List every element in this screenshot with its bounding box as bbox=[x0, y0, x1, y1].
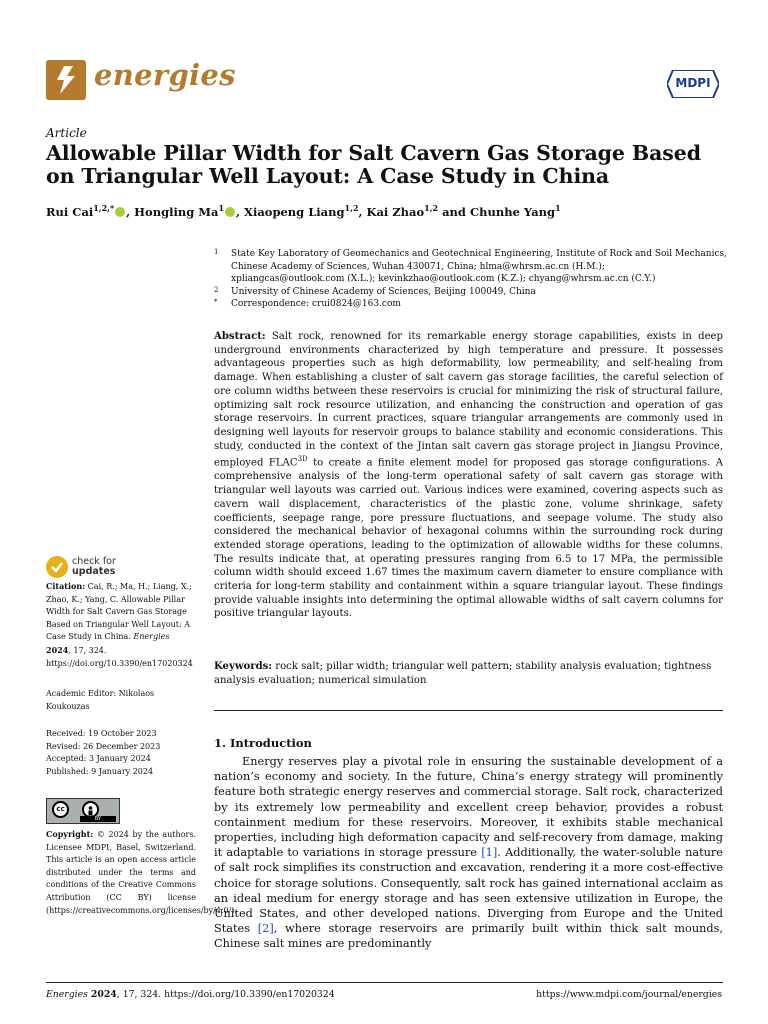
affiliation-line: State Key Laboratory of Geomechanics and Geotechnical Engineering, Institute of Rock and Soil Mechanics, bbox=[231, 249, 727, 259]
date-label: Published: bbox=[46, 766, 89, 776]
keywords-label: Keywords: bbox=[214, 661, 273, 672]
author-affiliation-mark: 1,2,* bbox=[93, 203, 115, 213]
lightning-icon bbox=[55, 66, 77, 94]
journal-logo bbox=[46, 60, 86, 100]
date-label: Revised: bbox=[46, 741, 81, 751]
author-separator: , bbox=[358, 204, 367, 219]
author-separator: and bbox=[438, 204, 470, 219]
date-row bbox=[46, 741, 196, 754]
footer-year: 2024 bbox=[90, 989, 117, 1000]
copyright-text: © 2024 by the authors. Licensee MDPI, Basel, Switzerland. This article is an open access article distributed under the terms and conditions of the Creative Commons Attribution (CC BY) license (https://creativecommons.org/licenses/by/4.0/). bbox=[46, 830, 237, 915]
author-name[interactable]: Hongling Ma bbox=[134, 204, 219, 219]
copyright-block bbox=[46, 828, 237, 917]
author-list bbox=[46, 203, 726, 219]
author-affiliation-mark: 1,2 bbox=[344, 203, 359, 213]
affiliations bbox=[214, 248, 734, 311]
citation-journal: Energies bbox=[133, 632, 170, 642]
keywords bbox=[214, 660, 723, 687]
abstract-label: Abstract: bbox=[214, 331, 266, 342]
author-name[interactable]: Kai Zhao bbox=[366, 204, 425, 219]
orcid-icon[interactable] bbox=[225, 207, 235, 217]
check-updates-line1[interactable]: check for bbox=[72, 556, 116, 567]
footer-journal: Energies bbox=[46, 989, 88, 1000]
checkmark-icon bbox=[46, 556, 68, 578]
introduction-paragraph bbox=[214, 754, 723, 952]
affiliation-item bbox=[214, 298, 734, 311]
check-updates-line2[interactable]: updates bbox=[72, 566, 116, 577]
footer-doi[interactable]: , 17, 324. https://doi.org/10.3390/en17020324 bbox=[116, 989, 335, 1000]
article-title: Allowable Pillar Width for Salt Cavern Gas Storage Based on Triangular Well Layout: A Case Study in China bbox=[46, 141, 701, 188]
publisher-logo bbox=[667, 70, 719, 98]
copyright-label: Copyright: bbox=[46, 829, 94, 839]
author-name[interactable]: Rui Cai bbox=[46, 204, 94, 219]
date-value: 9 January 2024 bbox=[91, 766, 154, 776]
affiliation-line: Chinese Academy of Sciences, Wuhan 430071, China; hlma@whrsm.ac.cn (H.M.); bbox=[231, 261, 605, 272]
academic-editor-name: Nikolaos Koukouzas bbox=[46, 689, 155, 711]
section-divider bbox=[214, 710, 723, 711]
article-type: Article bbox=[46, 126, 87, 140]
citation-text: Cai, R.; Ma, H.; Liang, X.; Zhao, K.; Yang, C. Allowable Pillar Width for Salt Cavern Gas Storage Based on Triangular Well Layout: A Case Study in China. bbox=[46, 582, 192, 642]
affiliation-line: University of Chinese Academy of Sciences, Beijing 100049, China bbox=[231, 286, 536, 297]
check-updates-icon[interactable] bbox=[46, 556, 68, 578]
author-name[interactable]: Chunhe Yang bbox=[469, 204, 556, 219]
section-heading-introduction: 1. Introduction bbox=[214, 736, 312, 750]
affiliation-mark: * bbox=[214, 298, 218, 306]
affiliation-line: Correspondence: crui0824@163.com bbox=[231, 299, 401, 309]
author-affiliation-mark: 1 bbox=[555, 203, 561, 213]
footer-journal-url[interactable]: https://www.mdpi.com/journal/energies bbox=[536, 989, 722, 1000]
citation-doi[interactable]: , 17, 324. https://doi.org/10.3390/en17020324 bbox=[46, 645, 193, 668]
reference-link-2[interactable]: [2] bbox=[257, 922, 274, 936]
date-row bbox=[46, 766, 196, 779]
date-value: 19 October 2023 bbox=[88, 729, 157, 738]
author-separator: , bbox=[236, 204, 245, 219]
cc-by-license-badge[interactable] bbox=[46, 798, 120, 824]
intro-text-1: Energy reserves play a pivotal role in ensuring the sustainable development of a nation’s economy and society. In the future, China’s energy strategy will prominently feature both strategic energy reserves and commercial storage. Salt rock, characterized by its extremely low permeability and excellent creep behavior, provides a robust containment medium for these reservoirs. Moreover, it exhibits stable mechanical properties, including high deformation capacity and self-recovery from damage, making it adaptable to variations in storage pressure bbox=[214, 755, 723, 860]
footer-citation bbox=[46, 989, 335, 1000]
citation-year: 2024 bbox=[46, 644, 69, 655]
by-label: BY bbox=[80, 816, 116, 822]
affiliation-mark: 1 bbox=[214, 248, 219, 256]
date-label: Accepted: bbox=[46, 754, 87, 764]
journal-name: energies bbox=[94, 58, 236, 92]
keywords-text: rock salt; pillar width; triangular well pattern; stability analysis evaluation; tightness analysis evaluation; numerical simulation bbox=[214, 661, 712, 686]
abstract-sup: 3D bbox=[297, 455, 308, 464]
date-label: Received: bbox=[46, 729, 86, 738]
author-affiliation-mark: 1 bbox=[218, 203, 225, 213]
abstract-text-1: Salt rock, renowned for its remarkable energy storage capabilities, exists in deep underground environments characterized by high temperature and pressure. It possesses advantageous properties such as high deformability, low permeability, and self-healing from damage. When establishing a cluster of salt cavern gas storage facilities, the careful selection of ore column widths between these reservoirs is crucial for minimizing the risk of structural failure, optimizing salt rock resource utilization, and enhancing the construction and operation of gas storage reservoirs. In current practices, square triangular arrangements are commonly used in designing well layouts for reservoir groups to balance stability and economic considerations. This study, conducted in the context of the Jintan salt cavern gas storage project in Jiangsu Province, employed FLAC bbox=[214, 331, 723, 469]
author-name[interactable]: Xiaopeng Liang bbox=[244, 204, 345, 219]
affiliation-item bbox=[214, 248, 734, 286]
abstract-text-2: to create a finite element model for proposed gas storage configurations. A comprehensive analysis of the long-term operational safety of salt cavern gas storage with triangular well layouts was carried out. Various indices were examined, covering aspects such as cavern wall displacement, characteristics of the plastic zone, volume shrinkage, safety coefficients, seepage range, pore pressure fluctuations, and seepage volume. The study also considered the mechanical behavior of hexagonal columns within the surrounding rock during extended storage operations, leading to the optimization of allowable widths for these columns. The results indicate that, at operating pressures ranging from 6.5 to 17 MPa, the permissible column width should exceed 1.67 times the maximum cavern diameter to ensure compliance with criteria for long-term stability and containment within a square triangular layout. These findings provide valuable insights into determining the optimal allowable widths of salt cavern columns for positive triangular layouts. bbox=[214, 457, 723, 620]
orcid-icon[interactable] bbox=[115, 207, 125, 217]
intro-text-2: . Additionally, the water-soluble nature of salt rock simplifies its construction and excavation, rendering it a more cost-effective choice for storage solutions. Consequently, salt rock has gained international acclaim as an ideal medium for energy storage and has seen extensive utilization in Europe, the United States, and other developed nations. Diverging from Europe and the United States bbox=[214, 846, 723, 936]
citation-block bbox=[46, 580, 196, 670]
publisher-name: MDPI bbox=[675, 76, 711, 90]
publication-dates bbox=[46, 728, 196, 778]
intro-text-3: , where storage reservoirs are primarily built within thick salt mounds, Chinese salt mines are predominantly bbox=[214, 922, 723, 951]
date-row bbox=[46, 753, 196, 766]
date-value: 26 December 2023 bbox=[83, 741, 161, 751]
author-affiliation-mark: 1,2 bbox=[424, 203, 439, 213]
reference-link-1[interactable]: [1] bbox=[481, 846, 498, 860]
academic-editor bbox=[46, 688, 196, 713]
citation-label: Citation: bbox=[46, 581, 86, 591]
academic-editor-label: Academic Editor: bbox=[46, 689, 117, 698]
author-separator: , bbox=[126, 204, 135, 219]
affiliation-line: xpliangcas@outlook.com (X.L.); kevinkzhao@outlook.com (K.Z.); chyang@whrsm.ac.cn (C.Y.) bbox=[231, 274, 656, 284]
affiliation-item bbox=[214, 286, 734, 299]
abstract bbox=[214, 330, 723, 621]
footer-divider bbox=[46, 982, 723, 983]
date-value: 3 January 2024 bbox=[88, 754, 151, 764]
date-row bbox=[46, 728, 196, 741]
cc-icon: cc bbox=[52, 801, 69, 818]
affiliation-mark: 2 bbox=[214, 285, 219, 294]
